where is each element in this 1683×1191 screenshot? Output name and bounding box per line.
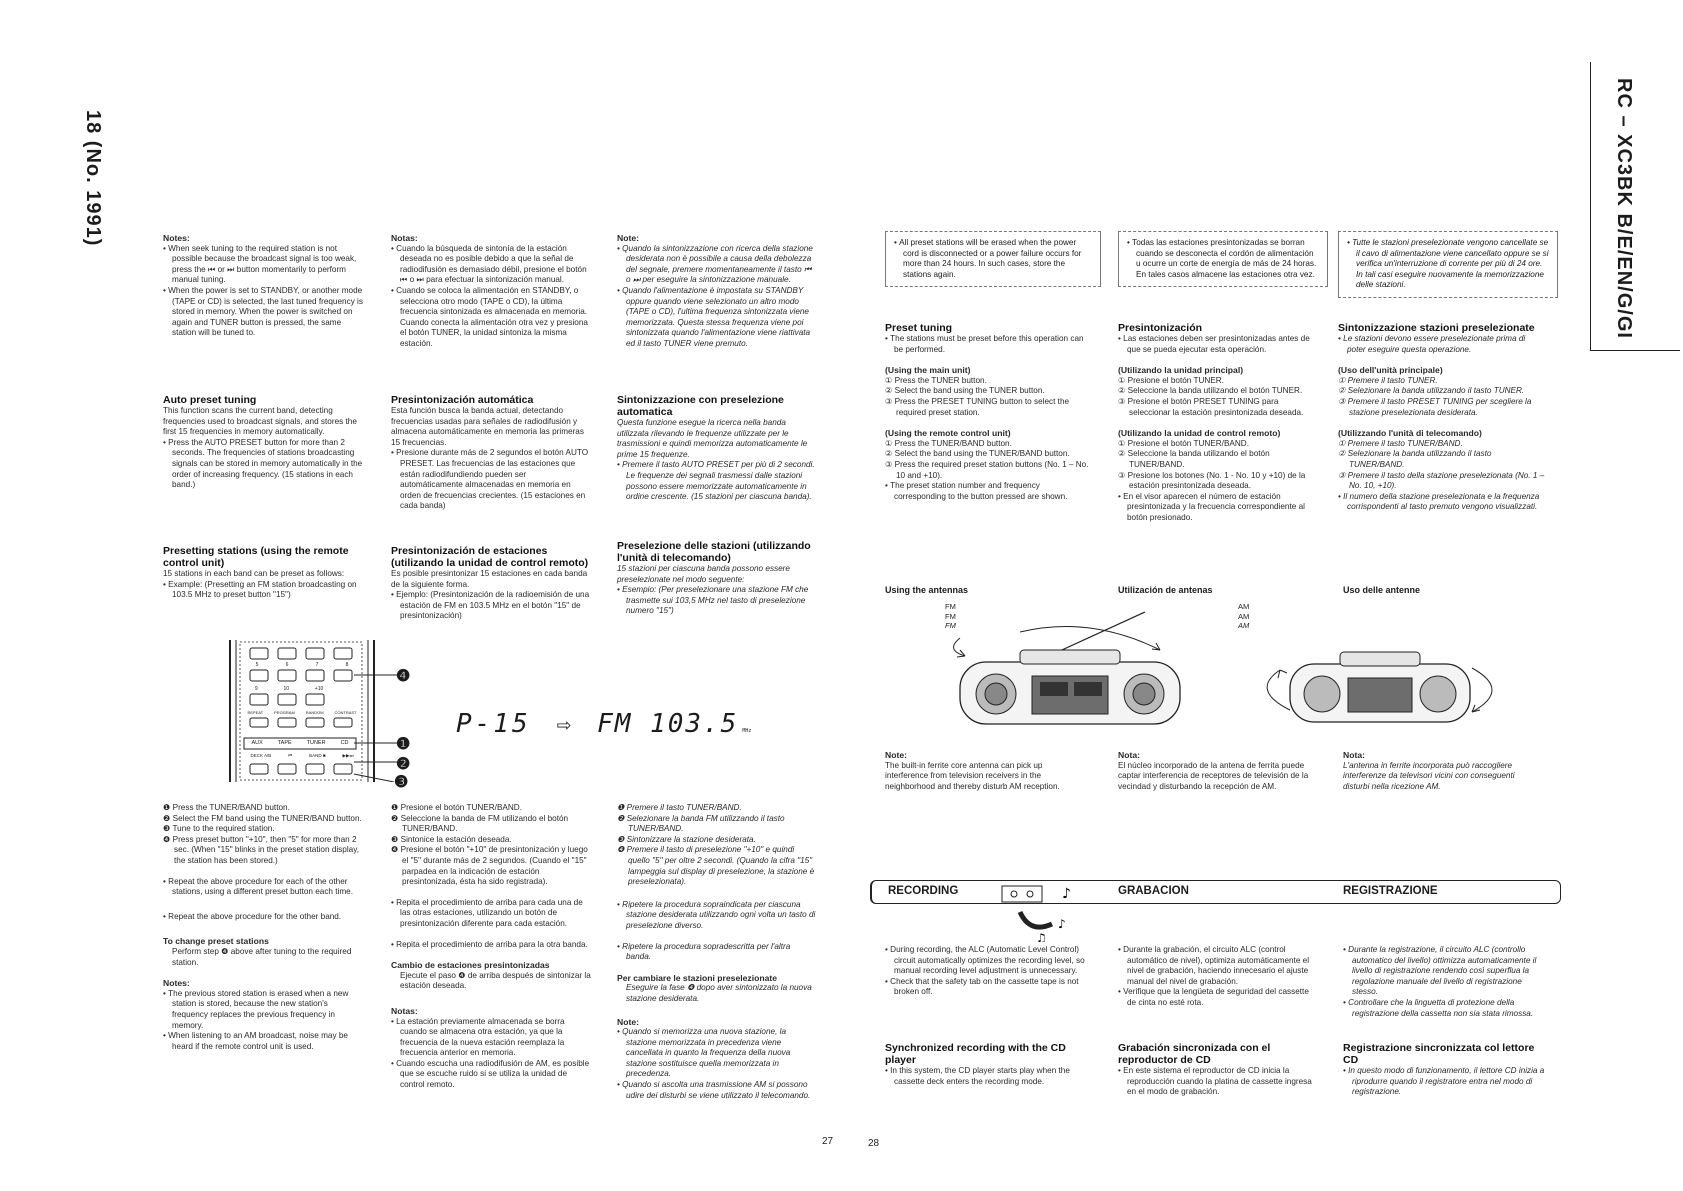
step-item: ❷ Seleccione la banda de FM utilizando el botón TUNER/BAND. bbox=[391, 813, 569, 834]
step-item: ① Press the TUNER button. bbox=[885, 375, 987, 385]
svg-text:♪: ♪ bbox=[1062, 886, 1071, 902]
section-title: Preset tuning bbox=[885, 322, 953, 334]
body-text: Eseguire la fase ❹ dopo aver sintonizzato la nuova stazione desiderata. bbox=[626, 983, 812, 1003]
key-label: CONTRAST bbox=[334, 710, 357, 715]
fm-label: FM bbox=[945, 602, 956, 611]
am-label: AM bbox=[1238, 621, 1250, 630]
section-title: Presintonización automática bbox=[391, 394, 534, 406]
note-text: El núcleo incorporado de la antena de ferrita puede captar interferencia de receptores de televisión de la vecindad y disturbando la recepción de AM. bbox=[1118, 760, 1309, 791]
bullet-item: • Repeat the above procedure for each of the other stations, using a different preset button each time. bbox=[163, 877, 365, 898]
section-title: Presintonización de estaciones (utilizando la unidad de control remoto) bbox=[391, 545, 589, 569]
step-item: ❹ Premere il tasto di preselezione "+10" e quindi quello "5" per oltre 2 secondi. (Quando la cifra "15" lampeggia sul display di preselezione, la stazione è preselezionata). bbox=[617, 845, 815, 887]
es-antenna-note bbox=[1118, 750, 1314, 792]
es-warning-box bbox=[1118, 231, 1328, 287]
step-item: ③ Press the PRESET TUNING button to select the required preset station. bbox=[885, 396, 1070, 417]
bullet-item: • Press the AUTO PRESET button for more than 2 seconds. The frequencies of stations broadcasting signals can be stored in memory automatically in the order of increasing frequency. (15 stations in each band.) bbox=[163, 438, 365, 491]
key-label: PROGRAM bbox=[274, 710, 295, 715]
callout-2: ❷ bbox=[396, 756, 411, 773]
remote-row5-labels bbox=[244, 740, 356, 746]
note-title: Note: bbox=[885, 750, 907, 760]
remote-row3-labels bbox=[242, 686, 362, 692]
notes-title: Notas: bbox=[391, 233, 418, 243]
step-item: ❷ Selezionare la banda FM utilizzando il tasto TUNER/BAND. bbox=[617, 813, 785, 834]
en-steps-section bbox=[163, 803, 365, 1052]
it-steps-section bbox=[617, 803, 817, 1101]
notes-title: Note: bbox=[617, 233, 639, 243]
step-item: ❸ Sintonizzare la stazione desiderata. bbox=[617, 834, 756, 844]
body-text: 15 stazioni per ciascuna banda possono essere preselezionate nel modo seguente: bbox=[617, 564, 790, 584]
section-title: Sintonizzazione stazioni preselezionate bbox=[1338, 322, 1535, 334]
bullet-item: • Controllare che la linguetta di protezione della registrazione della cassetta non sia stata rimossa. bbox=[1343, 998, 1547, 1019]
en-antenna-note bbox=[885, 750, 1085, 792]
am-labels bbox=[1238, 602, 1249, 631]
am-label: AM bbox=[1238, 602, 1250, 611]
section-title: Grabación sincronizada con el reproductor de CD bbox=[1118, 1042, 1271, 1066]
key-label: ▶▶⏭ bbox=[342, 753, 354, 758]
boombox-am-illustration bbox=[1250, 630, 1510, 740]
remote-row6-labels bbox=[242, 753, 362, 759]
bullet-item: • Repeat the above procedure for the other band. bbox=[163, 912, 365, 923]
step-item: ③ Press the required preset station buttons (No. 1 – No. 10 and +10). bbox=[885, 459, 1089, 480]
es-recording bbox=[1118, 945, 1314, 1009]
model-number: RC – XC3BK B/E/EN/G/GI bbox=[1613, 78, 1635, 339]
antenna-title-it: Uso delle antenne bbox=[1343, 585, 1421, 595]
note-text: L'antenna in ferrite incorporata può raccogliere interferenze da televisori vicini con conseguenti disturbi nella ricezione AM. bbox=[1343, 760, 1515, 791]
key-label: 10 bbox=[283, 686, 290, 692]
note-title: Nota: bbox=[1118, 750, 1140, 760]
cassette-icon bbox=[1000, 884, 1080, 942]
callout-4: ❹ bbox=[396, 668, 411, 685]
key-label: RANDOM bbox=[305, 710, 324, 715]
bullet-item: • Ripetere la procedura sopradescritta per l'altra banda. bbox=[617, 942, 817, 963]
antenna-title-en: Using the antennas bbox=[885, 585, 969, 595]
bullet-item: • Example: (Presetting an FM station broadcasting on 103.5 MHz to preset button "15") bbox=[163, 580, 365, 601]
frequency-display: FM 103.5 bbox=[597, 709, 739, 739]
step-item: ③ Premere il tasto PRESET TUNING per scegliere la stazione preselezionata desiderata. bbox=[1338, 396, 1532, 417]
key-label: DECK A/B bbox=[250, 753, 272, 758]
bullet-item: • The preset station number and frequency corresponding to the button pressed are shown. bbox=[885, 481, 1089, 502]
recording-section-bar bbox=[870, 880, 1561, 904]
key-label: +10 bbox=[314, 686, 324, 692]
boombox-am-icon bbox=[1250, 630, 1510, 740]
it-preset-section bbox=[617, 540, 817, 617]
step-item: ① Premere il tasto TUNER/BAND. bbox=[1338, 438, 1463, 448]
es-preset-tuning bbox=[1118, 322, 1316, 524]
key-label: 7 bbox=[315, 662, 319, 668]
subsection-title: (Using the remote control unit) bbox=[885, 428, 1011, 439]
key-label: REPEAT bbox=[247, 710, 264, 715]
step-item: ❹ Press preset button "+10", then "5" for more than 2 sec. (When "15" blinks in the preset station display, the station has been stored.) bbox=[163, 834, 359, 865]
callout-1: ❶ bbox=[396, 736, 411, 753]
note-text: The built-in ferrite core antenna can pick up interference from television receivers in the neighborhood and thereby disturb AM reception. bbox=[885, 760, 1060, 791]
fm-label: FM bbox=[945, 621, 956, 630]
note-item: • Cuando escucha una radiodifusión de AM, es posible que se escuche ruido si se utiliza la unidad de control remoto. bbox=[391, 1059, 591, 1091]
es-steps-section bbox=[391, 803, 591, 1091]
es-preset-section bbox=[391, 545, 591, 622]
en-auto-section bbox=[163, 394, 365, 491]
bullet-item: • During recording, the ALC (Automatic Level Control) circuit automatically optimizes the recording level, so manual recording level adjustment is unnecessary. bbox=[885, 945, 1085, 977]
header-rule-bottom bbox=[1590, 350, 1680, 351]
bullet-item: • In questo modo di funzionamento, il lettore CD inizia a riprodurre quando il registratore entra nel modo di registrazione. bbox=[1343, 1066, 1547, 1098]
step-item: ② Selezionare la banda utilizzando il tasto TUNER. bbox=[1338, 386, 1525, 396]
svg-text:♪: ♪ bbox=[1058, 917, 1066, 931]
callout-3: ❸ bbox=[394, 774, 409, 791]
step-item: ① Presione el botón TUNER/BAND. bbox=[1118, 438, 1249, 448]
step-item: ③ Presione los botones (No. 1 - No. 10 y +10) de la estación presintonizada deseada. bbox=[1118, 470, 1306, 491]
step-item: ① Press the TUNER/BAND button. bbox=[885, 438, 1012, 448]
step-item: ② Select the band using the TUNER/BAND button. bbox=[885, 449, 1070, 459]
section-title: Registrazione sincronizzata col lettore CD bbox=[1343, 1042, 1535, 1066]
en-left-column bbox=[163, 233, 365, 339]
it-left-column bbox=[617, 233, 817, 350]
notes-title: Notes: bbox=[163, 233, 190, 243]
step-item: ① Presione el botón TUNER. bbox=[1118, 375, 1224, 385]
es-left-column bbox=[391, 233, 591, 350]
bullet-item: • Le stazioni devono essere preselezionate prima di poter eseguire questa operazione. bbox=[1338, 334, 1546, 355]
bullet-item: • The stations must be preset before this operation can be performed. bbox=[885, 334, 1089, 355]
change-title: To change preset stations bbox=[163, 936, 269, 947]
section-title: Presetting stations (using the remote control unit) bbox=[163, 545, 349, 569]
bullet-item: • Repita el procedimiento de arriba para cada una de las otras estaciones, utilizando un botón de presintonización diferente para cada estación. bbox=[391, 898, 591, 930]
en-warning-box bbox=[885, 231, 1101, 287]
svg-text:♫: ♫ bbox=[1036, 931, 1047, 942]
key-label: TAPE bbox=[277, 740, 292, 746]
bullet-item: • Check that the safety tab on the cassette tape is not broken off. bbox=[885, 977, 1085, 998]
key-label: 6 bbox=[285, 662, 289, 668]
it-sync bbox=[1343, 1042, 1547, 1098]
it-warning-box bbox=[1338, 231, 1558, 298]
note-item: • Quando la sintonizzazione con ricerca della stazione desiderata non è possibile a causa della debolezza del segnale, premere momentaneamente il tasto ⏮ o ⏭ per eseguire la sintonizzazione manuale. bbox=[617, 244, 817, 286]
page-number-left: 27 bbox=[822, 1136, 834, 1147]
key-label: 9 bbox=[254, 686, 258, 692]
bullet-item: • En el visor aparecen el número de estación presintonizada y la frecuencia correspondiente al botón presionado. bbox=[1118, 492, 1316, 524]
note-title: Nota: bbox=[1343, 750, 1365, 760]
boombox-fm-illustration bbox=[940, 610, 1200, 740]
warning-text: • Tutte le stazioni preselezionate vengono cancellate se il cavo di alimentazione viene cancellato oppure se si verifica un'interruzione di corrente per più di 24 ore. In tali casi eseguire nuovamente la memorizzazione delle stazioni. bbox=[1347, 238, 1549, 291]
body-text: Esta función busca la banda actual, detectando frecuencias usadas para señales de radiodifusión y almacena automáticamente en memoria las primeras 15 frecuencias. bbox=[391, 406, 584, 447]
subsection-title: (Uso dell'unità principale) bbox=[1338, 365, 1443, 376]
step-item: ① Premere il tasto TUNER. bbox=[1338, 375, 1438, 385]
subsection-title: (Utilizzando l'unità di telecomando) bbox=[1338, 428, 1482, 439]
bullet-item: • Ejemplo: (Presintonización de la radioemisión de una estación de FM en 103.5 MHz en el botón "15" de presintonización) bbox=[391, 590, 591, 622]
page-number-right: 28 bbox=[868, 1138, 880, 1149]
remote-row4-labels bbox=[242, 710, 362, 715]
arrow-icon: ⇨ bbox=[556, 710, 572, 738]
es-sync bbox=[1118, 1042, 1314, 1098]
notes-title: Notas: bbox=[391, 1005, 418, 1016]
step-item: ② Selezionare la banda utilizzando il tasto TUNER/BAND. bbox=[1338, 449, 1492, 469]
note-item: • La estación previamente almacenada se borra cuando se almacena otra estación, ya que la frecuencia de la nueva estación reemplaza la frecuencia anterior en memoria. bbox=[391, 1017, 591, 1059]
it-preset-tuning bbox=[1338, 322, 1546, 513]
unit-label: MHz bbox=[742, 728, 752, 734]
notes-title: Note: bbox=[617, 1016, 639, 1027]
section-title: Auto preset tuning bbox=[163, 394, 257, 406]
note-item: • When seek tuning to the required station is not possible because the broadcast signal is too weak, press the ⏮ or ⏭ button momentarily to perform manual tuning. bbox=[163, 244, 365, 286]
step-item: ❶ Premere il tasto TUNER/BAND. bbox=[617, 803, 742, 812]
recording-title-en: RECORDING bbox=[888, 885, 959, 897]
boombox-fm-icon bbox=[940, 610, 1200, 740]
change-title: Cambio de estaciones presintonizadas bbox=[391, 960, 550, 971]
header-rule bbox=[1590, 62, 1591, 350]
recording-title-it: REGISTRAZIONE bbox=[1343, 885, 1438, 897]
step-item: ❸ Sintonice la estación deseada. bbox=[391, 834, 512, 844]
en-preset-tuning bbox=[885, 322, 1089, 502]
page-code: 18 (No. 1991) bbox=[82, 110, 104, 247]
antenna-title-es: Utilización de antenas bbox=[1118, 585, 1213, 595]
step-item: ❹ Presione el botón "+10" de presintonización y luego el "5" durante más de 2 segundos. (Cuando el "15" parpadea en la indicación de estación presintonizada, ésta ha sido registrada). bbox=[391, 845, 588, 887]
body-text: Es posible presintonizar 15 estaciones en cada banda de la siguiente forma. bbox=[391, 569, 588, 589]
body-text: Questa funzione esegue la ricerca nella banda utilizzata rilevando le frequenze utilizzate per le trasmissioni e quindi memorizza automaticamente le prime 15 frequenze. bbox=[617, 418, 808, 459]
section-title: Preselezione delle stazioni (utilizzando l'unità di telecomando) bbox=[617, 540, 811, 564]
body-text: Perform step ❹ above after tuning to the required station. bbox=[172, 946, 352, 967]
section-title: Synchronized recording with the CD player bbox=[885, 1042, 1066, 1066]
remote-control-illustration bbox=[228, 640, 418, 791]
key-label: 5 bbox=[255, 662, 259, 668]
step-item: ❶ Presione el botón TUNER/BAND. bbox=[391, 803, 522, 812]
step-item: ❷ Select the FM band using the TUNER/BAND button. bbox=[163, 813, 362, 823]
key-label: AUX bbox=[251, 740, 263, 746]
bullet-item: • Durante la grabación, el circuito ALC (control automático de nivel), optimiza automáticamente el nivel de grabación, haciendo innecesario el ajuste manual del nivel de grabación. bbox=[1118, 945, 1314, 987]
key-label: ⏮ bbox=[288, 753, 293, 758]
subsection-title: (Utilizando la unidad de control remoto) bbox=[1118, 428, 1281, 439]
it-auto-section bbox=[617, 394, 817, 503]
display-readout bbox=[456, 706, 776, 742]
en-sync bbox=[885, 1042, 1085, 1087]
it-recording bbox=[1343, 945, 1547, 1019]
step-item: ② Seleccione la banda utilizando el botón TUNER/BAND. bbox=[1118, 449, 1270, 469]
fm-label: FM bbox=[945, 611, 956, 621]
step-item: ❸ Tune to the required station. bbox=[163, 824, 275, 834]
change-title: Per cambiare le stazioni preselezionate bbox=[617, 972, 778, 983]
warning-text: • Todas las estaciones presintonizadas se borran cuando se desconecta el cordón de alimentación u ocurre un corte de energía de más de 24 horas. En tales casos almacene las estaciones otra vez. bbox=[1127, 238, 1319, 280]
key-label: CD bbox=[340, 740, 349, 746]
body-text: Ejecute el paso ❹ de arriba después de sintonizar la estación deseada. bbox=[400, 970, 591, 991]
step-item: ③ Presione el botón PRESET TUNING para seleccionar la estación presintonizada deseada. bbox=[1118, 396, 1304, 417]
note-item: • The previous stored station is erased when a new station is stored, because the new station's frequency replaces the previous frequency in memory. bbox=[163, 989, 365, 1031]
subsection-title: (Using the main unit) bbox=[885, 365, 971, 376]
step-item: ③ Premere il tasto della stazione preselezionata (No. 1 – No. 10, +10). bbox=[1338, 470, 1545, 491]
bullet-item: • Premere il tasto AUTO PRESET per più di 2 secondi. Le frequenze dei segnali trasmessi dalle stazioni possono essere memorizzate automaticamente in ordine crescente. (15 stazioni per ciascuna banda). bbox=[617, 460, 817, 502]
note-item: • Cuando se coloca la alimentación en STANDBY, o selecciona otro modo (TAPE o CD), la última frecuencia sintonizada es almacenada en memoria. Cuando conecta la alimentación otra vez y presiona el botón TUNER, la unidad sintoniza la misma estación. bbox=[391, 286, 591, 350]
subsection-title: (Utilizando la unidad principal) bbox=[1118, 365, 1244, 376]
bullet-item: • Ripetere la procedura sopraindicata per ciascuna stazione desiderata utilizzando ogni volta un tasto di preselezione diverso. bbox=[617, 900, 817, 932]
step-item: ❶ Press the TUNER/BAND button. bbox=[163, 803, 290, 812]
note-item: • When listening to an AM broadcast, noise may be heard if the remote control unit is used. bbox=[163, 1031, 365, 1052]
bullet-item: • Presione durante más de 2 segundos el botón AUTO PRESET. Las frecuencias de las estaciones que están radiodifundiendo pueden ser automáticamente almacenadas en memoria en orden de frecuencias crecientes. (15 estaciones en cada banda) bbox=[391, 448, 591, 512]
section-title: Presintonización bbox=[1118, 322, 1203, 334]
remote-row2-labels bbox=[242, 662, 362, 668]
bullet-item: • Esempio: (Per preselezionare una stazione FM che trasmette sui 103,5 MHz nel tasto di preselezione numero "15") bbox=[617, 585, 817, 617]
key-label: BAND ■ bbox=[309, 753, 326, 758]
body-text: 15 stations in each band can be preset as follows: bbox=[163, 569, 345, 578]
bullet-item: • Verifique que la lengüeta de seguridad del cassette de cinta no esté rota. bbox=[1118, 987, 1314, 1008]
note-item: • Quando si ascolta una trasmissione AM si possono udire dei disturbi se viene utilizzato il telecomando. bbox=[617, 1080, 817, 1101]
step-item: ② Seleccione la banda utilizando el botón TUNER. bbox=[1118, 386, 1303, 396]
notes-title: Notes: bbox=[163, 978, 190, 989]
note-item: • When the power is set to STANDBY, or another mode (TAPE or CD) is selected, the last tuned frequency is stored in memory. When the power is switched on again and TUNER button is pressed, the same station will be tuned to. bbox=[163, 286, 365, 339]
preset-display: P-15 bbox=[456, 709, 531, 739]
body-text: This function scans the current band, detecting frequencies used to broadcast signals, and stores the first 15 frequencies in memory automatically. bbox=[163, 406, 357, 437]
warning-text: • All preset stations will be erased when the power cord is disconnected or a power failure occurs for more than 24 hours. In such cases, store the stations again. bbox=[894, 238, 1092, 280]
key-label: 8 bbox=[345, 662, 349, 668]
bullet-item: • Il numero della stazione preselezionata e la frequenza corrispondenti al tasto premuto vengono visualizzati. bbox=[1338, 492, 1546, 513]
en-recording bbox=[885, 945, 1085, 998]
it-antenna-note bbox=[1343, 750, 1543, 792]
step-item: ② Select the band using the TUNER button. bbox=[885, 386, 1045, 396]
bullet-item: • Las estaciones deben ser presintonizadas antes de que se pueda ejecutar esta operación. bbox=[1118, 334, 1316, 355]
key-label: TUNER bbox=[306, 740, 326, 746]
bullet-item: • Repita el procedimiento de arriba para la otra banda. bbox=[391, 940, 591, 951]
section-title: Sintonizzazione con preselezione automatica bbox=[617, 394, 784, 418]
en-preset-section bbox=[163, 545, 365, 601]
note-item: • Cuando la búsqueda de sintonía de la estación deseada no es posible debido a que la señal de radiodifusión es demasiado débil, presione el botón ⏮ o ⏭ para efectuar la sintonización manual. bbox=[391, 244, 591, 286]
bullet-item: • En este sistema el reproductor de CD inicia la reproducción cuando la platina de cassette ingresa en el modo de grabación. bbox=[1118, 1066, 1314, 1098]
es-auto-section bbox=[391, 394, 591, 512]
recording-title-es: GRABACION bbox=[1118, 885, 1189, 897]
note-item: • Quando l'alimentazione è impostata su STANDBY oppure quando viene selezionato un altro modo (TAPE o CD), l'ultima frequenza sintonizzata viene memorizzata. Questa stessa frequenza viene poi sintonizzata quando l'alimentazione viene riattivata ed il tasto TUNER viene premuto. bbox=[617, 286, 817, 350]
bullet-item: • In this system, the CD player starts play when the cassette deck enters the recording mode. bbox=[885, 1066, 1085, 1087]
am-label: AM bbox=[1238, 611, 1250, 621]
note-item: • Quando si memorizza una nuova stazione, la stazione memorizzata in precedenza viene cancellata in quanto la frequenza della nuova stazione sostituisce quella memorizzata in precedenza. bbox=[617, 1027, 817, 1080]
bullet-item: • Durante la registrazione, il circuito ALC (controllo automatico del livello) ottimizza automaticamente il livello di registrazione rendendo così superflua la regolazione manuale del livello di registrazione stesso. bbox=[1343, 945, 1547, 998]
